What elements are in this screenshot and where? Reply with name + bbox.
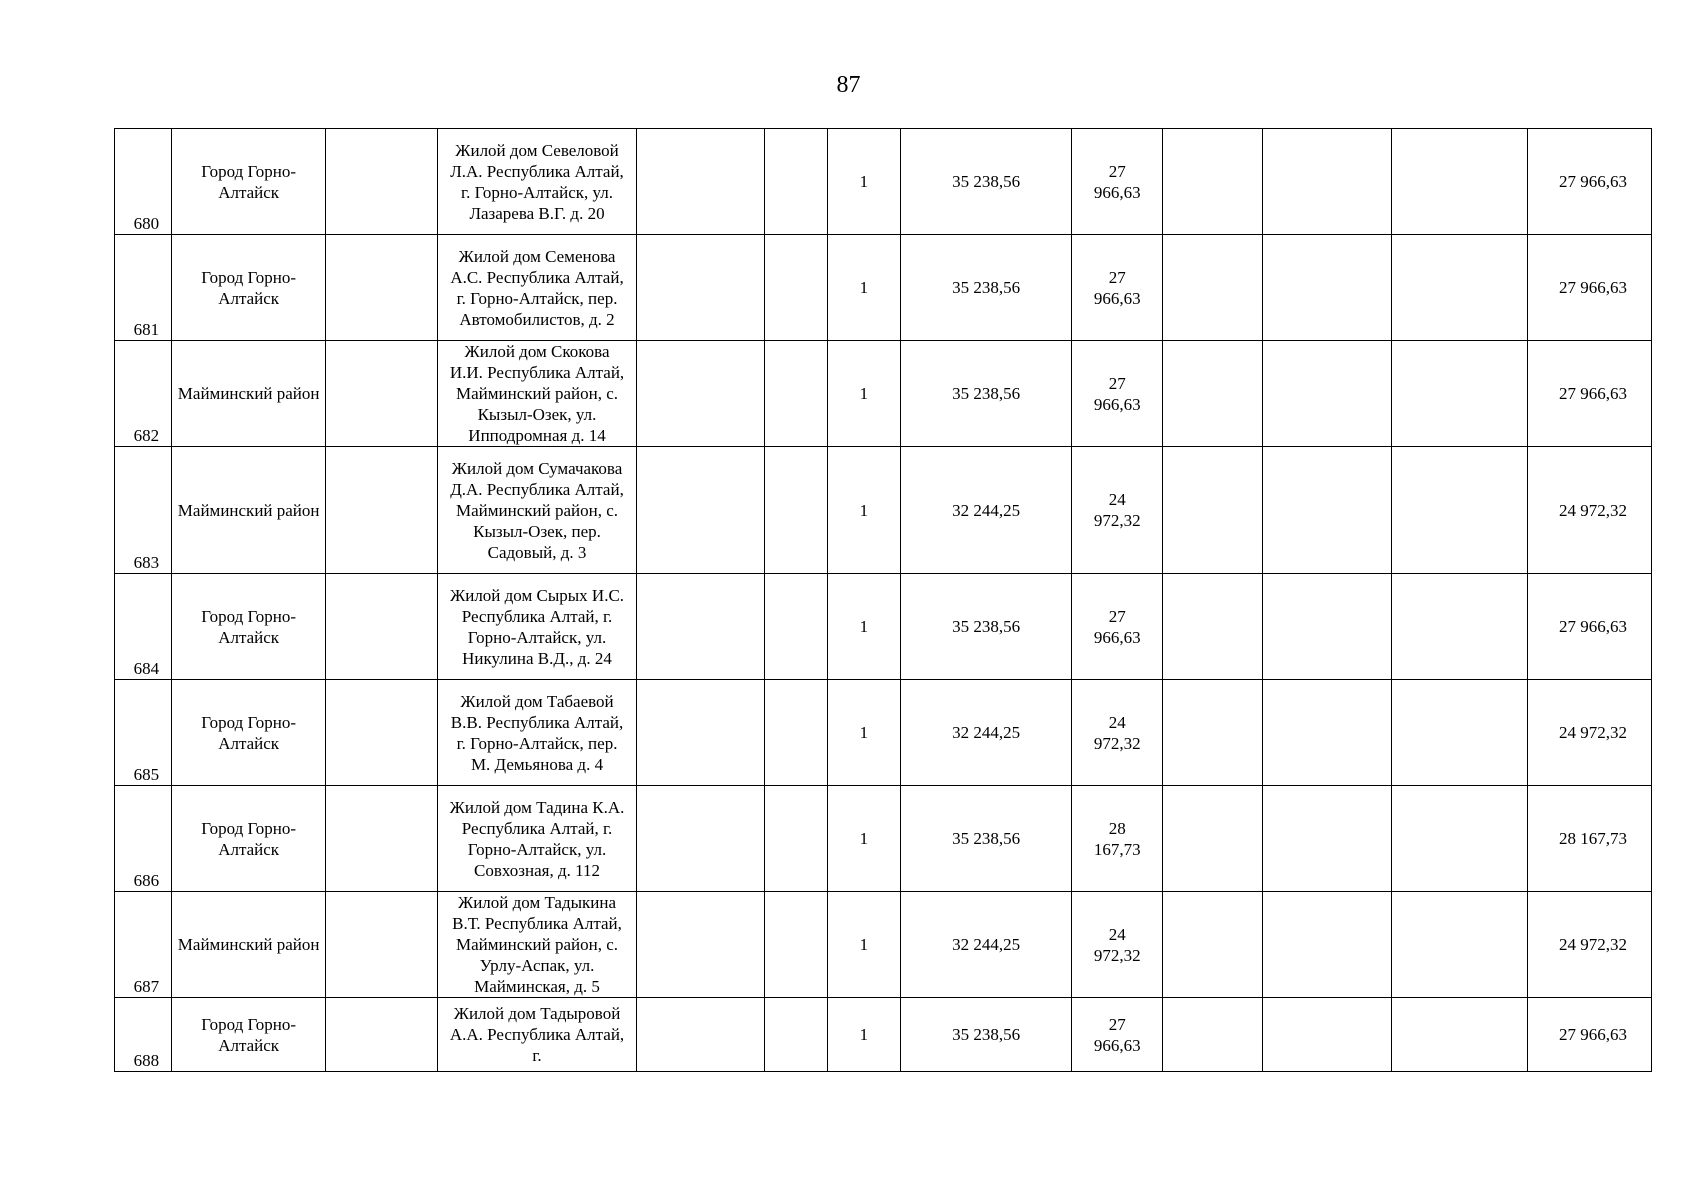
empty-cell: [1391, 786, 1527, 892]
row-number: 687: [115, 892, 172, 998]
quantity-cell: 1: [827, 447, 900, 574]
empty-cell: [326, 129, 438, 235]
empty-cell: [1263, 680, 1391, 786]
district-cell: Город Горно-Алтайск: [172, 235, 326, 341]
empty-cell: [1263, 341, 1391, 447]
empty-cell: [326, 235, 438, 341]
address-cell: Жилой дом Сырых И.С. Республика Алтай, г. Горно-Алтайск, ул. Никулина В.Д., д. 24: [438, 574, 636, 680]
amount-cell: 24 972,32: [1072, 680, 1163, 786]
table-row: [115, 892, 1652, 998]
cost-cell: 35 238,56: [900, 574, 1071, 680]
empty-cell: [636, 447, 764, 574]
empty-cell: [1263, 892, 1391, 998]
empty-cell: [1263, 574, 1391, 680]
cost-cell: 35 238,56: [900, 129, 1071, 235]
empty-cell: [326, 341, 438, 447]
empty-cell: [1163, 892, 1263, 998]
row-number: 684: [115, 574, 172, 680]
empty-cell: [1163, 680, 1263, 786]
district-cell: Майминский район: [172, 341, 326, 447]
table-row: [115, 129, 1652, 235]
total-cell: 24 972,32: [1527, 892, 1651, 998]
empty-cell: [326, 680, 438, 786]
amount-cell: 24 972,32: [1072, 892, 1163, 998]
empty-cell: [326, 786, 438, 892]
empty-cell: [764, 892, 827, 998]
empty-cell: [326, 447, 438, 574]
row-number: 681: [115, 235, 172, 341]
empty-cell: [1391, 341, 1527, 447]
registry-table: [114, 128, 1652, 1072]
row-number: 685: [115, 680, 172, 786]
empty-cell: [1391, 892, 1527, 998]
empty-cell: [764, 129, 827, 235]
empty-cell: [764, 786, 827, 892]
empty-cell: [1163, 341, 1263, 447]
total-cell: 27 966,63: [1527, 998, 1651, 1072]
total-cell: 24 972,32: [1527, 680, 1651, 786]
district-cell: Майминский район: [172, 892, 326, 998]
amount-cell: 27 966,63: [1072, 129, 1163, 235]
empty-cell: [636, 892, 764, 998]
table-row: [115, 235, 1652, 341]
amount-cell: 27 966,63: [1072, 235, 1163, 341]
empty-cell: [764, 998, 827, 1072]
empty-cell: [636, 235, 764, 341]
total-cell: 27 966,63: [1527, 574, 1651, 680]
quantity-cell: 1: [827, 341, 900, 447]
row-number: 682: [115, 341, 172, 447]
total-cell: 27 966,63: [1527, 235, 1651, 341]
empty-cell: [1391, 129, 1527, 235]
quantity-cell: 1: [827, 129, 900, 235]
quantity-cell: 1: [827, 680, 900, 786]
quantity-cell: 1: [827, 235, 900, 341]
empty-cell: [636, 574, 764, 680]
table-row: [115, 341, 1652, 447]
empty-cell: [764, 235, 827, 341]
empty-cell: [1263, 786, 1391, 892]
total-cell: 27 966,63: [1527, 129, 1651, 235]
district-cell: Город Горно-Алтайск: [172, 998, 326, 1072]
cost-cell: 35 238,56: [900, 998, 1071, 1072]
cost-cell: 35 238,56: [900, 786, 1071, 892]
empty-cell: [1263, 129, 1391, 235]
table-row: [115, 680, 1652, 786]
total-cell: 27 966,63: [1527, 341, 1651, 447]
empty-cell: [1391, 680, 1527, 786]
quantity-cell: 1: [827, 892, 900, 998]
table-row: [115, 786, 1652, 892]
empty-cell: [326, 998, 438, 1072]
address-cell: Жилой дом Семенова А.С. Республика Алтай, г. Горно-Алтайск, пер. Автомобилистов, д. 2: [438, 235, 636, 341]
empty-cell: [326, 574, 438, 680]
quantity-cell: 1: [827, 574, 900, 680]
empty-cell: [1163, 786, 1263, 892]
empty-cell: [636, 998, 764, 1072]
empty-cell: [636, 129, 764, 235]
cost-cell: 32 244,25: [900, 447, 1071, 574]
empty-cell: [764, 341, 827, 447]
amount-cell: 27 966,63: [1072, 574, 1163, 680]
cost-cell: 32 244,25: [900, 892, 1071, 998]
empty-cell: [764, 447, 827, 574]
amount-cell: 24 972,32: [1072, 447, 1163, 574]
empty-cell: [1163, 998, 1263, 1072]
district-cell: Город Горно-Алтайск: [172, 574, 326, 680]
empty-cell: [1391, 998, 1527, 1072]
empty-cell: [1163, 235, 1263, 341]
empty-cell: [326, 892, 438, 998]
total-cell: 24 972,32: [1527, 447, 1651, 574]
empty-cell: [1163, 574, 1263, 680]
quantity-cell: 1: [827, 998, 900, 1072]
cost-cell: 32 244,25: [900, 680, 1071, 786]
address-cell: Жилой дом Севеловой Л.А. Республика Алтай, г. Горно-Алтайск, ул. Лазарева В.Г. д. 20: [438, 129, 636, 235]
address-cell: Жилой дом Тадыровой А.А. Республика Алтай, г.: [438, 998, 636, 1072]
total-cell: 28 167,73: [1527, 786, 1651, 892]
empty-cell: [636, 680, 764, 786]
cost-cell: 35 238,56: [900, 235, 1071, 341]
district-cell: Майминский район: [172, 447, 326, 574]
row-number: 688: [115, 998, 172, 1072]
empty-cell: [636, 786, 764, 892]
empty-cell: [764, 574, 827, 680]
address-cell: Жилой дом Скокова И.И. Республика Алтай, Майминский район, с. Кызыл-Озек, ул. Ипподромная д. 14: [438, 341, 636, 447]
quantity-cell: 1: [827, 786, 900, 892]
table-row: [115, 447, 1652, 574]
amount-cell: 28 167,73: [1072, 786, 1163, 892]
empty-cell: [1263, 998, 1391, 1072]
row-number: 683: [115, 447, 172, 574]
empty-cell: [636, 341, 764, 447]
empty-cell: [1391, 235, 1527, 341]
table-row: [115, 998, 1652, 1072]
address-cell: Жилой дом Табаевой В.В. Республика Алтай, г. Горно-Алтайск, пер. М. Демьянова д. 4: [438, 680, 636, 786]
address-cell: Жилой дом Тадина К.А. Республика Алтай, г. Горно-Алтайск, ул. Совхозная, д. 112: [438, 786, 636, 892]
amount-cell: 27 966,63: [1072, 341, 1163, 447]
empty-cell: [1263, 235, 1391, 341]
page-number: 87: [836, 72, 861, 98]
district-cell: Город Горно-Алтайск: [172, 680, 326, 786]
district-cell: Город Горно-Алтайск: [172, 786, 326, 892]
empty-cell: [1391, 574, 1527, 680]
cost-cell: 35 238,56: [900, 341, 1071, 447]
address-cell: Жилой дом Тадыкина В.Т. Республика Алтай, Майминский район, с. Урлу-Аспак, ул. Майминская, д. 5: [438, 892, 636, 998]
empty-cell: [1163, 447, 1263, 574]
empty-cell: [1391, 447, 1527, 574]
empty-cell: [764, 680, 827, 786]
empty-cell: [1163, 129, 1263, 235]
empty-cell: [1263, 447, 1391, 574]
table-row: [115, 574, 1652, 680]
row-number: 680: [115, 129, 172, 235]
address-cell: Жилой дом Сумачакова Д.А. Республика Алтай, Майминский район, с. Кызыл-Озек, пер. Садовый, д. 3: [438, 447, 636, 574]
district-cell: Город Горно-Алтайск: [172, 129, 326, 235]
row-number: 686: [115, 786, 172, 892]
amount-cell: 27 966,63: [1072, 998, 1163, 1072]
